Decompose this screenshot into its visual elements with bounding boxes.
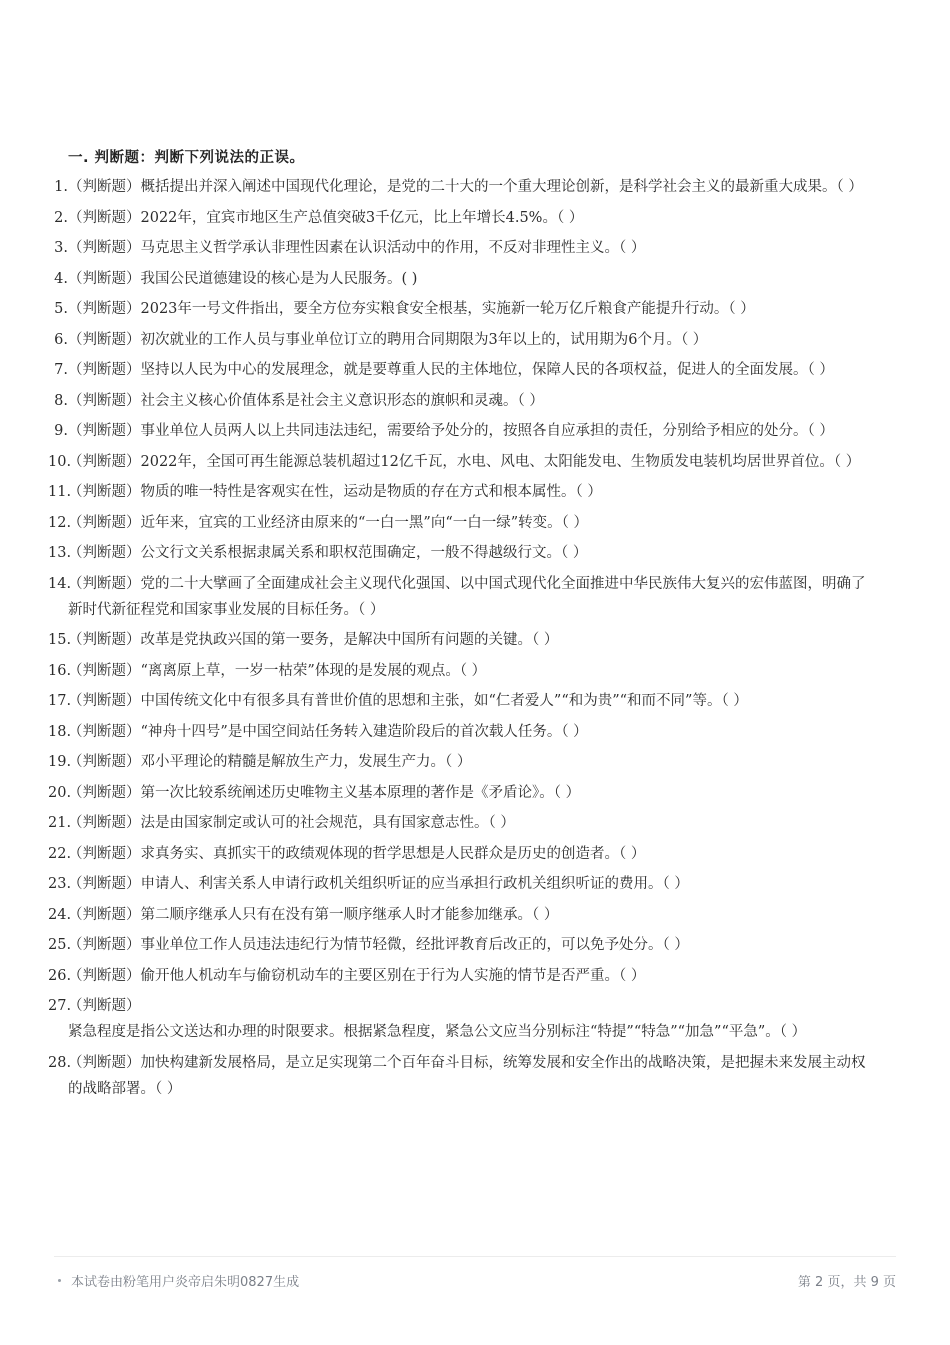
question-text	[68, 205, 878, 231]
question-type-label: （判断题）	[68, 845, 141, 862]
question-number: 12.	[48, 514, 72, 531]
question-item	[48, 510, 878, 536]
question-type-label: （判断题）	[68, 362, 141, 378]
question-statement: 马克思主义哲学承认非理性因素在认识活动中的作用，不反对非理性主义。（ ）	[140, 240, 646, 256]
question-statement: 2023年一号文件指出，要全方位夯实粮食安全根基，实施新一轮万亿斤粮食产能提升行动。（ ）	[140, 301, 755, 317]
question-number: 22.	[48, 845, 72, 862]
question-number: 2.	[54, 209, 68, 226]
question-text	[68, 1050, 878, 1102]
question-number: 17.	[48, 693, 72, 709]
question-type-label: （判断题）	[68, 662, 141, 679]
question-statement: 社会主义核心价值体系是社会主义意识形态的旗帜和灵魂。（ ）	[140, 392, 544, 409]
question-item	[48, 205, 878, 231]
question-statement: 初次就业的工作人员与事业单位订立的聘用合同期限为3年以上的，试用期为6个月。（ ）	[140, 331, 708, 348]
question-statement: 坚持以人民为中心的发展理念，就是要尊重人民的主体地位，保障人民的各项权益，促进人的全面发展。（ ）	[140, 362, 834, 378]
footer-left-text: 本试卷由粉笔用户炎帝启朱明0827生成	[71, 1275, 300, 1290]
question-statement: 物质的唯一特性是客观实在性，运动是物质的存在方式和根本属性。（ ）	[140, 484, 602, 500]
question-number: 15.	[48, 632, 72, 648]
question-type-label: （判断题）	[68, 1054, 141, 1071]
question-type-label: （判断题）	[68, 514, 141, 531]
question-number: 25.	[48, 937, 72, 953]
question-item	[48, 749, 878, 775]
bullet-dot-icon	[58, 1279, 61, 1282]
question-type-label: （判断题）	[68, 937, 141, 953]
question-item	[48, 810, 878, 836]
question-item	[48, 993, 878, 1045]
question-text	[68, 810, 878, 836]
question-type-label: （判断题）	[68, 240, 141, 256]
question-text	[68, 627, 878, 653]
question-number: 20.	[48, 784, 72, 801]
question-text	[68, 571, 878, 623]
question-item	[48, 571, 878, 623]
question-item	[48, 388, 878, 414]
question-text	[68, 749, 878, 775]
question-item	[48, 418, 878, 444]
footer-generator-note	[58, 1271, 299, 1290]
question-number: 4.	[54, 270, 68, 287]
question-statement: 改革是党执政兴国的第一要务，是解决中国所有问题的关键。（ ）	[140, 632, 559, 648]
question-type-label: （判断题）	[68, 331, 141, 348]
question-text	[68, 658, 878, 684]
question-type-label: （判断题）	[68, 575, 141, 592]
question-type-label: （判断题）	[68, 693, 141, 709]
question-list	[48, 174, 878, 1106]
question-type-label: （判断题）	[68, 876, 141, 892]
question-text	[68, 902, 878, 928]
question-statement: 事业单位工作人员违法违纪行为情节轻微，经批评教育后改正的，可以免予处分。（ ）	[140, 937, 689, 953]
question-number: 23.	[48, 876, 72, 892]
question-type-label: （判断题）	[68, 723, 141, 740]
question-statement: 中国传统文化中有很多具有普世价值的思想和主张，如“仁者爱人”“和为贵”“和而不同”等。（ ）	[140, 693, 748, 709]
question-type-label: （判断题）	[68, 632, 141, 648]
question-item	[48, 449, 878, 475]
question-number: 13.	[48, 545, 72, 561]
question-statement: 偷开他人机动车与偷窃机动车的主要区别在于行为人实施的情节是否严重。（ ）	[140, 967, 646, 984]
question-item	[48, 174, 878, 200]
question-statement: 第二顺序继承人只有在没有第一顺序继承人时才能参加继承。（ ）	[140, 906, 559, 923]
question-item	[48, 327, 878, 353]
question-item	[48, 479, 878, 505]
question-statement: 公文行文关系根据隶属关系和职权范围确定，一般不得越级行文。（ ）	[140, 545, 588, 561]
question-number: 6.	[54, 331, 68, 348]
question-text	[68, 871, 878, 897]
question-number: 26.	[48, 967, 72, 984]
question-type-label: （判断题）	[68, 484, 141, 500]
question-statement: 近年来，宜宾的工业经济由原来的“一白一黑”向“一白一绿”转变。（ ）	[140, 514, 589, 531]
question-statement: 2022年，宜宾市地区生产总值突破3千亿元，比上年增长4.5%。（ ）	[140, 209, 584, 226]
question-text	[68, 510, 878, 536]
question-text	[68, 357, 878, 383]
question-type-label: （判断题）	[68, 179, 141, 195]
question-statement: 申请人、利害关系人申请行政机关组织听证的应当承担行政机关组织听证的费用。（ ）	[140, 876, 689, 892]
question-text	[68, 963, 878, 989]
question-type-label: （判断题）	[68, 392, 141, 409]
question-text	[68, 719, 878, 745]
question-text	[68, 327, 878, 353]
question-type-label: （判断题）	[68, 453, 141, 470]
question-number: 7.	[54, 362, 68, 378]
question-item	[48, 871, 878, 897]
question-statement: 我国公民道德建设的核心是为人民服务。( )	[140, 270, 418, 287]
question-type-label: （判断题）	[68, 754, 141, 770]
question-number: 3.	[54, 240, 68, 256]
question-text	[68, 688, 878, 714]
section-title: 一. 判断题：判断下列说法的正误。	[68, 150, 305, 166]
question-type-label: （判断题）	[68, 784, 141, 801]
question-type-label: （判断题）	[68, 815, 141, 831]
question-statement: 紧急程度是指公文送达和办理的时限要求。根据紧急程度，紧急公文应当分别标注“特提”“特急”“加急”“平急”。（ ）	[68, 1024, 807, 1040]
question-item	[48, 1050, 878, 1102]
question-item	[48, 719, 878, 745]
question-statement: 法是由国家制定或认可的社会规范，具有国家意志性。（ ）	[140, 815, 515, 831]
question-number: 18.	[48, 723, 72, 740]
question-number: 1.	[54, 179, 68, 195]
question-text	[68, 266, 878, 292]
question-text	[68, 841, 878, 867]
question-statement: 求真务实、真抓实干的政绩观体现的哲学思想是人民群众是历史的创造者。（ ）	[140, 845, 646, 862]
question-number: 9.	[54, 423, 68, 439]
question-number: 14.	[48, 575, 72, 592]
question-text	[68, 479, 878, 505]
question-text	[68, 449, 878, 475]
question-statement: 2022年，全国可再生能源总装机超过12亿千瓦，水电、风电、太阳能发电、生物质发电装机均居世界首位。（ ）	[140, 453, 861, 470]
question-statement: 邓小平理论的精髓是解放生产力，发展生产力。（ ）	[140, 754, 472, 770]
question-item	[48, 841, 878, 867]
question-text	[68, 388, 878, 414]
question-statement: 加快构建新发展格局，是立足实现第二个百年奋斗目标，统筹发展和安全作出的战略决策，是把握未来发展主动权的战略部署。（ ）	[68, 1054, 866, 1097]
question-text	[68, 993, 878, 1045]
question-item	[48, 932, 878, 958]
question-number: 21.	[48, 815, 72, 831]
question-text	[68, 540, 878, 566]
question-type-label: （判断题）	[68, 423, 141, 439]
question-number: 28.	[48, 1054, 72, 1071]
question-item	[48, 296, 878, 322]
question-text	[68, 235, 878, 261]
question-number: 10.	[48, 453, 72, 470]
question-item	[48, 235, 878, 261]
question-statement: 第一次比较系统阐述历史唯物主义基本原理的著作是《矛盾论》。（ ）	[140, 784, 581, 801]
question-item	[48, 658, 878, 684]
question-item	[48, 357, 878, 383]
question-item	[48, 963, 878, 989]
question-number: 11.	[48, 484, 72, 500]
page-indicator: 第 2 页，共 9 页	[797, 1275, 896, 1290]
question-statement: 党的二十大擘画了全面建成社会主义现代化强国、以中国式现代化全面推进中华民族伟大复兴的宏伟蓝图，明确了新时代新征程党和国家事业发展的目标任务。（ ）	[68, 575, 866, 618]
question-type-label: （判断题）	[68, 906, 141, 923]
footer-divider	[54, 1256, 896, 1257]
question-type-label: （判断题）	[68, 545, 141, 561]
question-statement: 事业单位人员两人以上共同违法违纪，需要给予处分的，按照各自应承担的责任，分别给予相应的处分。（ ）	[140, 423, 834, 439]
question-statement: “离离原上草，一岁一枯荣”体现的是发展的观点。（ ）	[140, 662, 487, 679]
question-number: 5.	[54, 301, 68, 317]
question-item	[48, 902, 878, 928]
question-statement: 概括提出并深入阐述中国现代化理论，是党的二十大的一个重大理论创新，是科学社会主义的最新重大成果。（ ）	[140, 179, 863, 195]
question-statement: “神舟十四号”是中国空间站任务转入建造阶段后的首次载人任务。（ ）	[140, 723, 588, 740]
question-item	[48, 688, 878, 714]
question-text	[68, 174, 878, 200]
question-number: 24.	[48, 906, 72, 923]
question-item	[48, 266, 878, 292]
question-type-label: （判断题）	[68, 301, 141, 317]
question-type-label: （判断题）	[68, 998, 141, 1014]
question-item	[48, 627, 878, 653]
question-type-label: （判断题）	[68, 209, 141, 226]
question-number: 8.	[54, 392, 68, 409]
question-text	[68, 932, 878, 958]
question-number: 19.	[48, 754, 72, 770]
question-text	[68, 418, 878, 444]
question-item	[48, 540, 878, 566]
question-type-label: （判断题）	[68, 270, 141, 287]
question-type-label: （判断题）	[68, 967, 141, 984]
question-number: 16.	[48, 662, 72, 679]
question-number: 27.	[48, 998, 72, 1014]
question-text	[68, 296, 878, 322]
question-text	[68, 780, 878, 806]
question-item	[48, 780, 878, 806]
